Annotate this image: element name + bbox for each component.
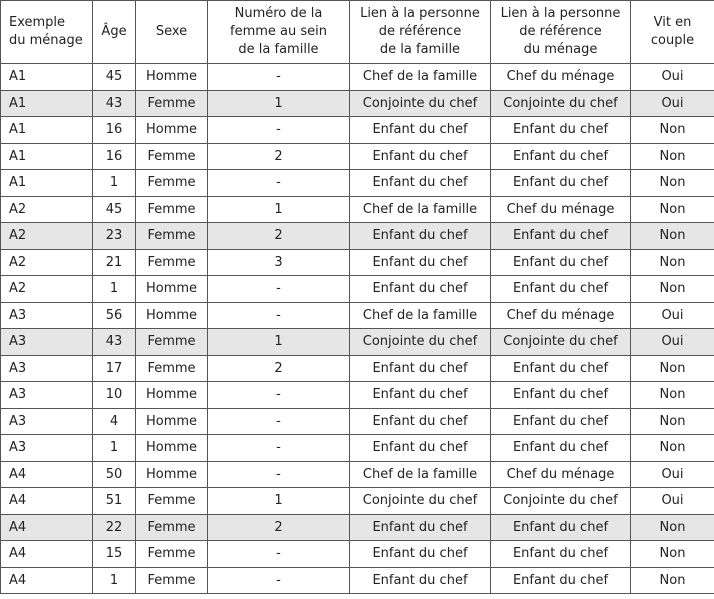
table-row	[1, 355, 714, 382]
header-menage	[1, 1, 93, 64]
cell-numero: 2	[208, 223, 350, 250]
cell-menage: A4	[1, 567, 93, 594]
cell-menage: A1	[1, 143, 93, 170]
cell-couple: Non	[631, 143, 714, 170]
cell-couple: Non	[631, 514, 714, 541]
cell-sexe: Femme	[136, 196, 208, 223]
cell-menage: A3	[1, 329, 93, 356]
cell-lien-famille: Enfant du chef	[350, 382, 491, 409]
cell-sexe: Homme	[136, 435, 208, 462]
header-lien-menage	[491, 1, 631, 64]
cell-couple: Oui	[631, 302, 714, 329]
cell-sexe: Femme	[136, 355, 208, 382]
cell-menage: A2	[1, 196, 93, 223]
cell-age: 21	[93, 249, 136, 276]
table-row	[1, 541, 714, 568]
cell-lien-famille: Enfant du chef	[350, 514, 491, 541]
cell-numero: -	[208, 541, 350, 568]
cell-lien-famille: Enfant du chef	[350, 355, 491, 382]
cell-sexe: Femme	[136, 143, 208, 170]
cell-age: 50	[93, 461, 136, 488]
header-line: de référence	[519, 24, 602, 39]
cell-couple: Non	[631, 435, 714, 462]
cell-age: 43	[93, 90, 136, 117]
cell-couple: Oui	[631, 329, 714, 356]
table-row	[1, 461, 714, 488]
cell-lien-famille: Enfant du chef	[350, 567, 491, 594]
cell-age: 16	[93, 117, 136, 144]
table-row	[1, 143, 714, 170]
header-line: Âge	[101, 24, 127, 39]
cell-couple: Non	[631, 249, 714, 276]
cell-couple: Oui	[631, 488, 714, 515]
cell-couple: Non	[631, 408, 714, 435]
cell-couple: Non	[631, 276, 714, 303]
cell-sexe: Femme	[136, 329, 208, 356]
cell-age: 51	[93, 488, 136, 515]
table-row	[1, 196, 714, 223]
cell-menage: A2	[1, 249, 93, 276]
cell-lien-menage: Enfant du chef	[491, 249, 631, 276]
cell-sexe: Homme	[136, 302, 208, 329]
table-row	[1, 329, 714, 356]
cell-lien-menage: Enfant du chef	[491, 567, 631, 594]
cell-menage: A2	[1, 223, 93, 250]
cell-lien-menage: Enfant du chef	[491, 435, 631, 462]
cell-lien-famille: Enfant du chef	[350, 435, 491, 462]
cell-couple: Non	[631, 196, 714, 223]
cell-numero: -	[208, 567, 350, 594]
cell-numero: -	[208, 117, 350, 144]
table-row	[1, 90, 714, 117]
cell-age: 45	[93, 196, 136, 223]
table-row	[1, 408, 714, 435]
cell-lien-famille: Conjointe du chef	[350, 90, 491, 117]
cell-couple: Non	[631, 223, 714, 250]
cell-lien-menage: Chef du ménage	[491, 461, 631, 488]
header-numero	[208, 1, 350, 64]
cell-couple: Non	[631, 170, 714, 197]
cell-lien-famille: Enfant du chef	[350, 117, 491, 144]
table-row	[1, 276, 714, 303]
table-row	[1, 170, 714, 197]
cell-numero: 2	[208, 143, 350, 170]
cell-lien-menage: Enfant du chef	[491, 223, 631, 250]
cell-lien-famille: Chef de la famille	[350, 461, 491, 488]
cell-age: 23	[93, 223, 136, 250]
cell-lien-menage: Enfant du chef	[491, 514, 631, 541]
cell-sexe: Femme	[136, 170, 208, 197]
header-line: Numéro de la	[234, 6, 323, 21]
cell-sexe: Homme	[136, 276, 208, 303]
cell-age: 10	[93, 382, 136, 409]
cell-lien-famille: Enfant du chef	[350, 170, 491, 197]
cell-age: 4	[93, 408, 136, 435]
cell-sexe: Homme	[136, 117, 208, 144]
cell-sexe: Femme	[136, 514, 208, 541]
table-body	[1, 64, 714, 594]
cell-couple: Non	[631, 355, 714, 382]
cell-lien-menage: Enfant du chef	[491, 117, 631, 144]
table-row	[1, 435, 714, 462]
cell-numero: -	[208, 435, 350, 462]
table-row	[1, 567, 714, 594]
cell-lien-famille: Enfant du chef	[350, 223, 491, 250]
table-row	[1, 302, 714, 329]
cell-lien-famille: Enfant du chef	[350, 143, 491, 170]
cell-sexe: Homme	[136, 461, 208, 488]
cell-sexe: Femme	[136, 223, 208, 250]
cell-lien-menage: Conjointe du chef	[491, 329, 631, 356]
cell-numero: -	[208, 408, 350, 435]
cell-lien-menage: Enfant du chef	[491, 143, 631, 170]
cell-age: 1	[93, 276, 136, 303]
cell-menage: A4	[1, 461, 93, 488]
cell-numero: 3	[208, 249, 350, 276]
cell-sexe: Femme	[136, 249, 208, 276]
cell-lien-menage: Enfant du chef	[491, 408, 631, 435]
cell-sexe: Homme	[136, 382, 208, 409]
table-row	[1, 488, 714, 515]
cell-lien-famille: Enfant du chef	[350, 249, 491, 276]
cell-menage: A3	[1, 302, 93, 329]
cell-lien-menage: Chef du ménage	[491, 196, 631, 223]
cell-menage: A1	[1, 90, 93, 117]
header-row	[1, 1, 714, 64]
header-line: femme au sein	[230, 24, 327, 39]
table-row	[1, 64, 714, 91]
cell-menage: A4	[1, 514, 93, 541]
table-header	[1, 1, 714, 64]
header-line: Exemple	[9, 15, 66, 30]
header-line: de la famille	[379, 42, 461, 57]
cell-sexe: Femme	[136, 567, 208, 594]
cell-numero: -	[208, 276, 350, 303]
cell-age: 17	[93, 355, 136, 382]
cell-numero: -	[208, 382, 350, 409]
cell-lien-menage: Chef du ménage	[491, 302, 631, 329]
header-line: du ménage	[523, 42, 598, 57]
cell-numero: 1	[208, 196, 350, 223]
cell-menage: A1	[1, 64, 93, 91]
cell-couple: Non	[631, 541, 714, 568]
header-line: Lien à la personne	[360, 6, 480, 21]
cell-lien-menage: Enfant du chef	[491, 170, 631, 197]
cell-lien-famille: Chef de la famille	[350, 196, 491, 223]
cell-lien-menage: Enfant du chef	[491, 541, 631, 568]
cell-sexe: Femme	[136, 90, 208, 117]
cell-menage: A4	[1, 541, 93, 568]
table-row	[1, 249, 714, 276]
cell-lien-menage: Conjointe du chef	[491, 488, 631, 515]
cell-age: 15	[93, 541, 136, 568]
table-row	[1, 382, 714, 409]
cell-lien-famille: Chef de la famille	[350, 302, 491, 329]
cell-lien-famille: Chef de la famille	[350, 64, 491, 91]
header-age	[93, 1, 136, 64]
cell-sexe: Femme	[136, 488, 208, 515]
table-row	[1, 514, 714, 541]
cell-age: 45	[93, 64, 136, 91]
cell-numero: -	[208, 461, 350, 488]
header-line: Lien à la personne	[500, 6, 621, 21]
cell-couple: Non	[631, 117, 714, 144]
cell-menage: A2	[1, 276, 93, 303]
cell-sexe: Homme	[136, 408, 208, 435]
cell-menage: A1	[1, 117, 93, 144]
header-line: couple	[650, 33, 695, 48]
cell-lien-menage: Enfant du chef	[491, 276, 631, 303]
cell-numero: -	[208, 302, 350, 329]
header-lien-famille	[350, 1, 491, 64]
table-row	[1, 223, 714, 250]
cell-numero: -	[208, 170, 350, 197]
cell-lien-famille: Enfant du chef	[350, 408, 491, 435]
cell-couple: Non	[631, 382, 714, 409]
cell-menage: A3	[1, 408, 93, 435]
cell-menage: A3	[1, 355, 93, 382]
cell-numero: 2	[208, 355, 350, 382]
cell-menage: A3	[1, 435, 93, 462]
cell-couple: Oui	[631, 461, 714, 488]
cell-age: 1	[93, 170, 136, 197]
cell-couple: Oui	[631, 64, 714, 91]
header-line: du ménage	[9, 33, 83, 48]
cell-sexe: Femme	[136, 541, 208, 568]
header-line: de la famille	[238, 42, 319, 57]
cell-sexe: Homme	[136, 64, 208, 91]
cell-lien-famille: Enfant du chef	[350, 276, 491, 303]
cell-lien-menage: Enfant du chef	[491, 355, 631, 382]
header-line: de référence	[378, 24, 462, 39]
header-line: Vit en	[653, 15, 692, 30]
cell-menage: A4	[1, 488, 93, 515]
header-couple	[631, 1, 714, 64]
cell-couple: Oui	[631, 90, 714, 117]
cell-lien-famille: Conjointe du chef	[350, 329, 491, 356]
header-line: Sexe	[155, 24, 188, 39]
cell-lien-famille: Conjointe du chef	[350, 488, 491, 515]
cell-age: 56	[93, 302, 136, 329]
cell-age: 1	[93, 567, 136, 594]
cell-numero: -	[208, 64, 350, 91]
cell-age: 43	[93, 329, 136, 356]
header-sexe	[136, 1, 208, 64]
cell-numero: 2	[208, 514, 350, 541]
cell-numero: 1	[208, 488, 350, 515]
cell-menage: A1	[1, 170, 93, 197]
cell-numero: 1	[208, 90, 350, 117]
cell-age: 1	[93, 435, 136, 462]
cell-age: 16	[93, 143, 136, 170]
table-row	[1, 117, 714, 144]
cell-lien-famille: Enfant du chef	[350, 541, 491, 568]
cell-lien-menage: Conjointe du chef	[491, 90, 631, 117]
cell-age: 22	[93, 514, 136, 541]
cell-lien-menage: Chef du ménage	[491, 64, 631, 91]
cell-menage: A3	[1, 382, 93, 409]
cell-couple: Non	[631, 567, 714, 594]
cell-lien-menage: Enfant du chef	[491, 382, 631, 409]
cell-numero: 1	[208, 329, 350, 356]
